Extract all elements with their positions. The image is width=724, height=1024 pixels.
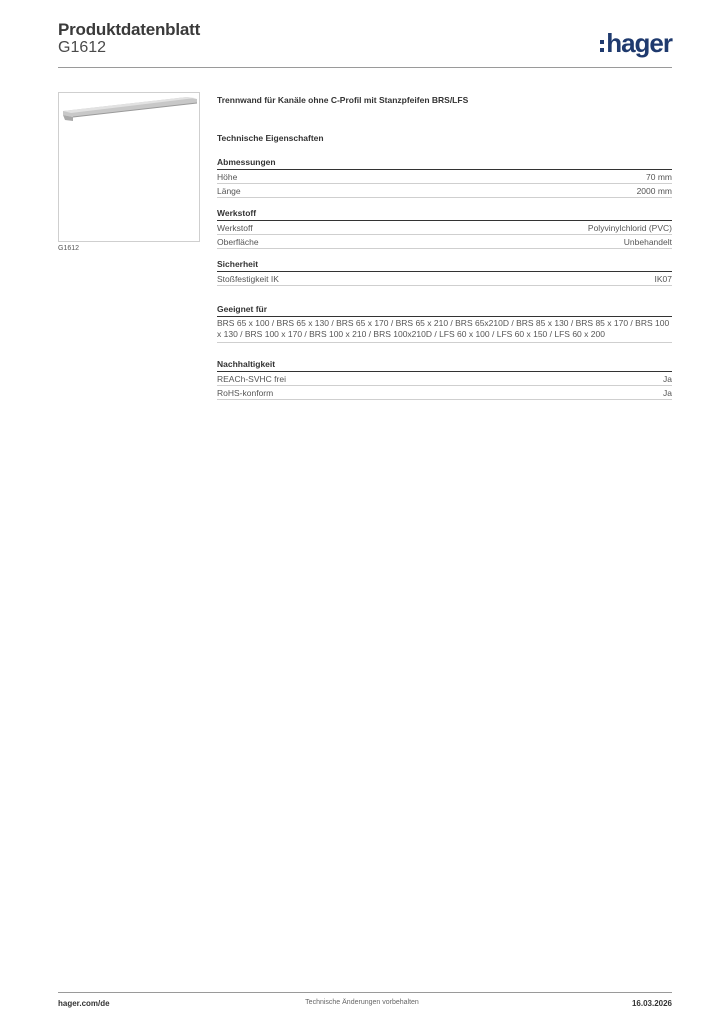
spec-value: Unbehandelt xyxy=(623,237,672,247)
spec-value: IK07 xyxy=(654,274,672,284)
spec-row xyxy=(217,386,672,400)
section-sicherheit xyxy=(217,259,672,286)
spec-row xyxy=(217,221,672,235)
spec-value: Polyvinylchlorid (PVC) xyxy=(587,223,672,233)
section-title: Abmessungen xyxy=(217,157,672,170)
section-title: Nachhaltigkeit xyxy=(217,359,672,372)
footer-website-link[interactable]: hager.com/de xyxy=(58,999,110,1008)
footer-notice: Technische Änderungen vorbehalten xyxy=(305,999,419,1006)
section-title: Sicherheit xyxy=(217,259,672,272)
header-divider xyxy=(58,67,672,68)
product-image xyxy=(58,92,200,242)
spec-value: 2000 mm xyxy=(636,186,672,196)
logo-colon-icon xyxy=(600,40,604,52)
spec-label: Höhe xyxy=(217,172,238,182)
section-werkstoff xyxy=(217,208,672,249)
spec-row xyxy=(217,170,672,184)
spec-heading: Technische Eigenschaften xyxy=(217,133,324,143)
spec-label: Werkstoff xyxy=(217,223,253,233)
spec-value: 70 mm xyxy=(646,172,672,182)
spec-label: RoHS-konform xyxy=(217,388,274,398)
footer-date: 16.03.2026 xyxy=(631,999,672,1008)
header-title: Produktdatenblatt xyxy=(58,20,201,39)
image-caption: G1612 xyxy=(58,245,80,252)
logo-text: hager xyxy=(606,28,672,58)
hager-logo[interactable] xyxy=(600,28,672,59)
section-title: Geeignet für xyxy=(217,304,672,317)
section-abmessungen xyxy=(217,157,672,198)
section-title: Werkstoff xyxy=(217,208,672,221)
spec-row xyxy=(217,272,672,286)
content-area xyxy=(217,95,672,410)
spec-row xyxy=(217,184,672,198)
spec-label: Oberfläche xyxy=(217,237,259,247)
spec-row xyxy=(217,235,672,249)
spec-value: Ja xyxy=(663,374,672,384)
spec-row xyxy=(217,372,672,386)
compatible-products-text: BRS 65 x 100 / BRS 65 x 130 / BRS 65 x 170 / BRS 65 x 210 / BRS 65x210D / BRS 85 x 130 / BRS 85 x 170 / BRS 100 x 130 / BRS 100 x 170 / BRS 100 x 210 / BRS 100x210D / LFS 60 x 100 / LFS 60 x 150 / LFS 60 x 200 xyxy=(217,317,672,343)
spec-label: Länge xyxy=(217,186,241,196)
section-geeignet xyxy=(217,304,672,343)
spec-value: Ja xyxy=(663,388,672,398)
product-profile-image xyxy=(59,93,199,241)
footer-divider xyxy=(58,992,672,993)
product-description: Trennwand für Kanäle ohne C-Profil mit Stanzpfeifen BRS/LFS xyxy=(217,95,469,105)
product-code: G1612 xyxy=(58,39,107,56)
spec-label: Stoßfestigkeit IK xyxy=(217,274,279,284)
section-nachhaltigkeit xyxy=(217,359,672,400)
spec-label: REACh-SVHC frei xyxy=(217,374,286,384)
